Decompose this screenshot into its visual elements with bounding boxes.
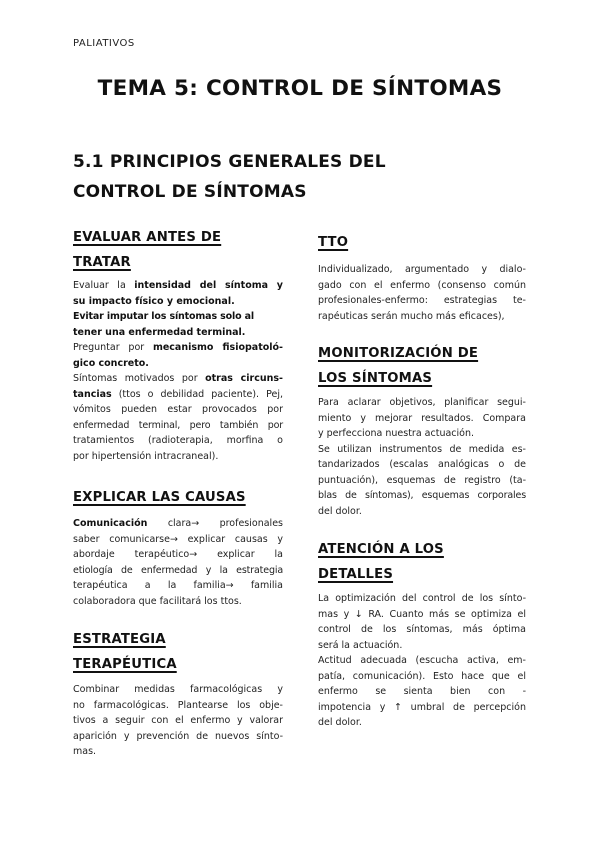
bold-text: mecanismo fisiopatoló- bbox=[152, 342, 283, 353]
text-line: impotencia y ↑ umbral de percepción bbox=[318, 701, 526, 713]
text: clara→ profesionales bbox=[167, 518, 283, 529]
heading-monitorizacion bbox=[318, 341, 526, 391]
section-title-line-2: CONTROL DE SÍNTOMAS bbox=[73, 182, 307, 202]
text-line: mas y ↓ RA. Cuanto más se optimiza el bbox=[318, 608, 526, 620]
paragraph-atencion bbox=[318, 591, 526, 731]
text-line bbox=[73, 294, 283, 310]
text-line: control de los síntomas, más óptima bbox=[318, 624, 526, 635]
heading-evaluar-line-2: TRATAR bbox=[73, 255, 131, 270]
bold-text: Evitar imputar los síntomas solo al bbox=[73, 311, 254, 322]
text-line bbox=[73, 309, 283, 325]
bold-text: tancias bbox=[73, 388, 112, 400]
text-line: del dolor. bbox=[318, 717, 362, 728]
text-line: puntuación), esquemas de registro (ta- bbox=[318, 474, 526, 486]
text-line: saber comunicarse→ explicar causas y bbox=[73, 533, 283, 545]
heading-estrategia bbox=[73, 627, 283, 677]
text-line: tivos a seguir con el enfermo y valorar bbox=[73, 715, 283, 726]
text-line: Individualizado, argumentado y dialo- bbox=[318, 264, 526, 275]
text-line: La optimización del control de los sínto- bbox=[318, 593, 526, 604]
text-line bbox=[73, 325, 283, 341]
text-line: Combinar medidas farmacológicas y bbox=[73, 684, 283, 695]
heading-estrategia-line-2: TERAPÉUTICA bbox=[73, 657, 177, 672]
text-line bbox=[73, 387, 283, 403]
heading-atencion bbox=[318, 537, 526, 587]
bold-text: gico concreto. bbox=[73, 357, 149, 369]
text-line: blas de síntomas), esquemas corporales bbox=[318, 490, 526, 501]
text-line: gado con el enfermo (consenso común bbox=[318, 279, 526, 291]
text-line bbox=[73, 356, 283, 372]
text-line: vómitos pueden estar provocados por bbox=[73, 404, 283, 415]
heading-explicar: EXPLICAR LAS CAUSAS bbox=[73, 490, 246, 505]
paragraph-evaluar bbox=[73, 278, 283, 464]
text-line: aparición y prevención de nuevos sínto- bbox=[73, 730, 283, 742]
text-line: miento y mejorar resultados. Compara bbox=[318, 412, 526, 424]
heading-estrategia-line-1: ESTRATEGIA bbox=[73, 632, 166, 647]
text-line: mas. bbox=[73, 746, 97, 757]
text-line: abordaje terapéutico→ explicar la bbox=[73, 549, 283, 560]
text-line bbox=[73, 340, 283, 356]
heading-atencion-line-2: DETALLES bbox=[318, 567, 394, 582]
heading-evaluar-line-1: EVALUAR ANTES DE bbox=[73, 230, 222, 245]
paragraph-monitorizacion bbox=[318, 395, 526, 519]
heading-monitorizacion-line-2: LOS SÍNTOMAS bbox=[318, 371, 433, 386]
text-line bbox=[73, 516, 283, 532]
text: Evaluar la bbox=[73, 280, 126, 291]
text-line: enfermedad terminal, pero también por bbox=[73, 419, 283, 431]
text-line: del dolor. bbox=[318, 505, 362, 517]
bold-text: intensidad del síntoma y bbox=[134, 280, 283, 291]
heading-atencion-line-1: ATENCIÓN A LOS bbox=[318, 542, 444, 557]
text-line: no farmacológicas. Plantearse los obje- bbox=[73, 699, 283, 711]
text-line: colaboradora que facilitará los ttos. bbox=[73, 595, 242, 607]
text-line: enfermo se sienta bien con - bbox=[318, 686, 526, 697]
paragraph-estrategia bbox=[73, 682, 283, 760]
bold-text: tener una enfermedad terminal. bbox=[73, 326, 246, 338]
text-line: etiología de enfermedad y la estrategia bbox=[73, 564, 283, 576]
text-line: y perfecciona nuestra actuación. bbox=[318, 428, 475, 439]
text-line: Para aclarar objetivos, planificar segui- bbox=[318, 397, 526, 408]
heading-tto: TTO bbox=[318, 235, 349, 250]
heading-monitorizacion-line-1: MONITORIZACIÓN DE bbox=[318, 346, 479, 361]
text-line: terapéutica a la familia→ familia bbox=[73, 580, 283, 591]
text-line bbox=[73, 278, 283, 294]
page-title: TEMA 5: CONTROL DE SÍNTOMAS bbox=[97, 76, 503, 101]
heading-evaluar bbox=[73, 225, 283, 275]
text-line: patía, comunicación). Esto hace que el bbox=[318, 670, 526, 682]
text: (ttos o debilidad paciente). Pej, bbox=[118, 388, 283, 400]
paragraph-tto bbox=[318, 262, 526, 324]
text: Preguntar por bbox=[73, 342, 145, 353]
text-line: profesionales-enfermo: estrategias te- bbox=[318, 295, 526, 306]
text-line: tratamientos (radioterapia, morfina o bbox=[73, 435, 283, 446]
text-line: Se utilizan instrumentos de medida es- bbox=[318, 443, 526, 455]
text: Síntomas motivados por bbox=[73, 373, 198, 384]
bold-text: otras circuns- bbox=[205, 373, 283, 384]
bold-text: su impacto físico y emocional. bbox=[73, 295, 235, 307]
paragraph-explicar bbox=[73, 516, 283, 609]
text-line bbox=[73, 371, 283, 387]
text-line: por hipertensión intracraneal). bbox=[73, 450, 219, 462]
text-line: será la actuación. bbox=[318, 639, 403, 651]
text-line: tandarizados (escalas analógicas o de bbox=[318, 459, 526, 470]
course-label: PALIATIVOS bbox=[73, 38, 135, 49]
text-line: Actitud adecuada (escucha activa, em- bbox=[318, 655, 526, 666]
section-title bbox=[73, 147, 543, 207]
bold-text: Comunicación bbox=[73, 518, 148, 529]
text-line: rapéuticas serán mucho más eficaces), bbox=[318, 310, 505, 322]
section-title-line-1: 5.1 PRINCIPIOS GENERALES DEL bbox=[73, 152, 386, 172]
